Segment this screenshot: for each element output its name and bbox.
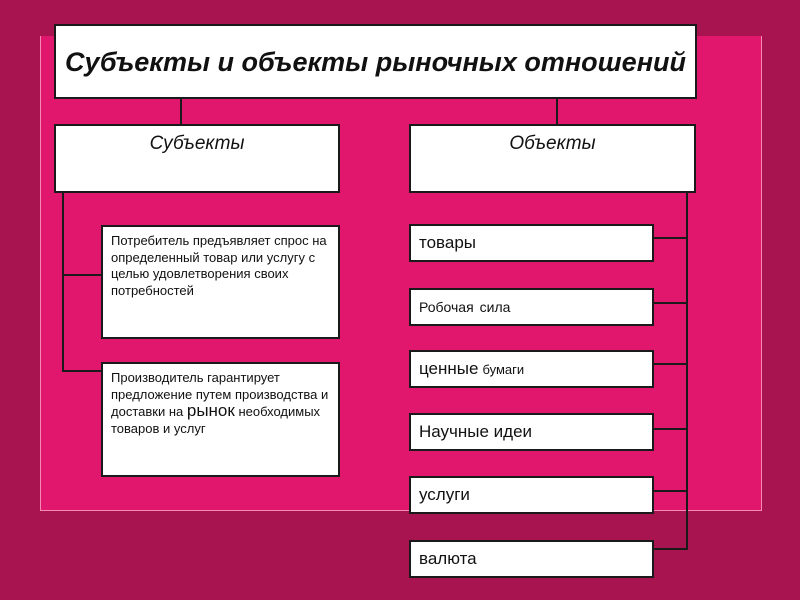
connector-subject-2 <box>62 370 101 372</box>
object-goods <box>409 224 654 262</box>
connector-object-5 <box>654 490 688 492</box>
object-currency-label: валюта <box>419 549 477 568</box>
connector-title-objects <box>556 99 558 124</box>
connector-title-subjects <box>180 99 182 124</box>
connector-object-4 <box>654 428 688 430</box>
object-ideas-label: Научные идеи <box>419 422 533 441</box>
connector-object-6 <box>654 548 688 550</box>
object-labor <box>409 288 654 326</box>
connector-object-3 <box>654 363 688 365</box>
subject-producer-text-end: необходимых товаров и услуг <box>111 404 321 436</box>
connector-subject-1 <box>62 274 101 276</box>
diagram-title: Субъекты и объекты рыночных отношений <box>54 24 697 99</box>
object-services <box>409 476 654 514</box>
object-securities-label-2: бумаги <box>482 361 525 377</box>
connector-subjects-trunk <box>62 193 64 372</box>
object-labor-label-2: сила <box>479 299 511 315</box>
object-services-label: услуги <box>419 485 470 504</box>
subject-producer-text-start: Производитель гарантирует предложение путем производства и доставки на <box>111 370 329 419</box>
object-securities <box>409 350 654 388</box>
object-ideas <box>409 413 654 451</box>
subject-producer <box>101 362 340 477</box>
object-securities-label-1: ценные <box>419 359 479 378</box>
subjects-header: Субъекты <box>54 124 340 193</box>
object-labor-label-1: Робочая <box>419 299 474 315</box>
connector-object-1 <box>654 237 688 239</box>
connector-objects-trunk <box>686 193 688 550</box>
object-currency <box>409 540 654 578</box>
subject-consumer <box>101 225 340 339</box>
subject-producer-text-market: рынок <box>186 401 235 420</box>
connector-object-2 <box>654 302 688 304</box>
subject-consumer-text: Потребитель предъявляет спрос на определенный товар или услугу с целью удовлетворения своих потребностей <box>111 233 327 298</box>
objects-header: Объекты <box>409 124 696 193</box>
object-goods-label: товары <box>419 233 477 252</box>
